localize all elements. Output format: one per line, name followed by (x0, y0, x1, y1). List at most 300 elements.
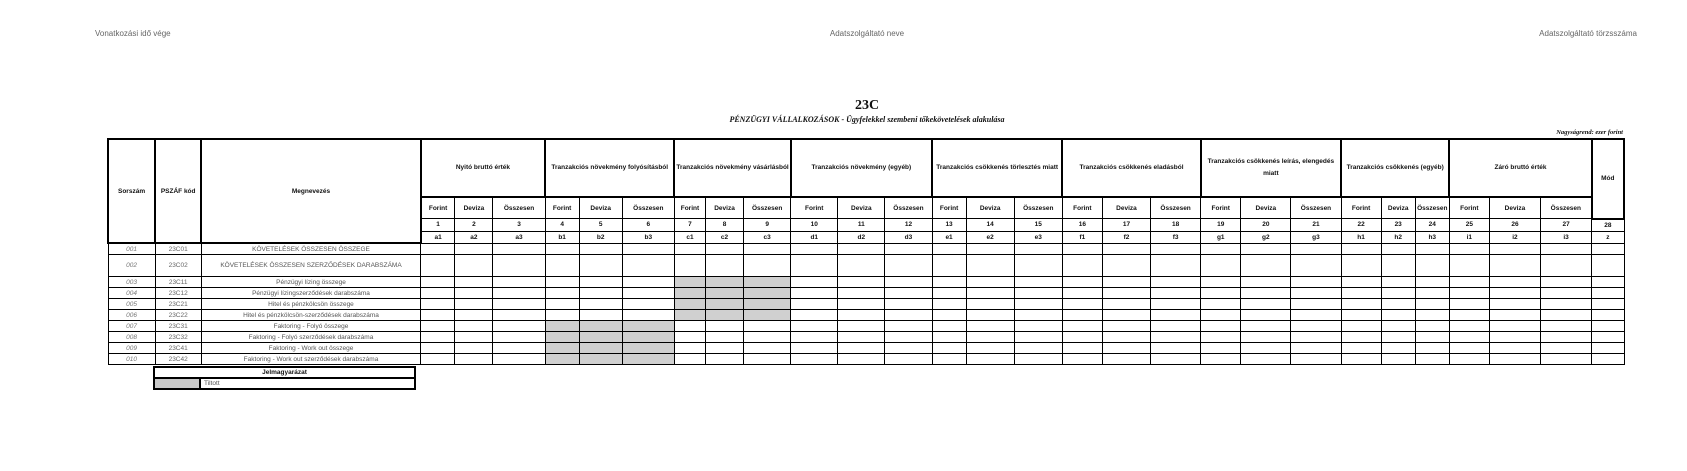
input-cell[interactable] (1592, 243, 1624, 255)
input-cell[interactable] (744, 243, 791, 255)
input-cell[interactable] (1241, 310, 1291, 321)
input-cell[interactable] (838, 343, 885, 354)
col-number: 18 (1151, 219, 1201, 232)
input-cell[interactable] (493, 299, 545, 310)
col-number: 22 (1341, 219, 1381, 232)
input-cell[interactable] (705, 321, 743, 332)
input-cell[interactable] (1449, 321, 1489, 332)
input-cell[interactable] (838, 288, 885, 299)
input-cell[interactable] (1449, 343, 1489, 354)
input-cell[interactable] (705, 243, 743, 255)
input-cell[interactable] (1415, 277, 1449, 288)
input-cell[interactable] (1062, 255, 1102, 277)
subcol-header: Deviza (579, 197, 622, 219)
input-cell[interactable] (1102, 343, 1150, 354)
input-cell[interactable] (932, 299, 966, 310)
input-cell[interactable] (493, 243, 545, 255)
col-code: h1 (1341, 231, 1381, 243)
input-cell[interactable] (545, 243, 579, 255)
input-cell[interactable] (1449, 354, 1489, 365)
input-cell[interactable] (966, 343, 1014, 354)
input-cell[interactable] (1592, 277, 1624, 288)
input-cell[interactable] (705, 255, 743, 277)
input-cell[interactable] (1102, 299, 1150, 310)
input-cell[interactable] (1151, 321, 1201, 332)
input-cell[interactable] (885, 277, 932, 288)
subcol-header: Deviza (1489, 197, 1540, 219)
input-cell[interactable] (1415, 255, 1449, 277)
input-cell[interactable] (1102, 255, 1150, 277)
input-cell[interactable] (966, 243, 1014, 255)
input-cell[interactable] (674, 354, 705, 365)
input-cell[interactable] (1341, 299, 1381, 310)
col-code: a1 (421, 231, 455, 243)
input-cell[interactable] (455, 321, 493, 332)
input-cell[interactable] (1014, 243, 1062, 255)
col-code: d2 (838, 231, 885, 243)
input-cell[interactable] (421, 288, 455, 299)
input-cell[interactable] (1014, 343, 1062, 354)
input-cell[interactable] (1592, 310, 1624, 321)
input-cell[interactable] (1014, 332, 1062, 343)
input-cell[interactable] (1062, 288, 1102, 299)
input-cell[interactable] (421, 299, 455, 310)
input-cell[interactable] (838, 255, 885, 277)
input-cell[interactable] (1415, 321, 1449, 332)
input-cell[interactable] (1489, 277, 1540, 288)
input-cell[interactable] (932, 321, 966, 332)
input-cell[interactable] (1449, 277, 1489, 288)
input-cell[interactable] (1201, 310, 1241, 321)
input-cell[interactable] (455, 288, 493, 299)
input-cell[interactable] (1291, 243, 1341, 255)
input-cell[interactable] (1201, 343, 1241, 354)
input-cell[interactable] (1201, 288, 1241, 299)
input-cell[interactable] (1541, 255, 1592, 277)
input-cell[interactable] (1489, 288, 1540, 299)
input-cell[interactable] (421, 243, 455, 255)
input-cell[interactable] (1014, 321, 1062, 332)
input-cell[interactable] (674, 343, 705, 354)
input-cell[interactable] (1381, 354, 1415, 365)
group-header: Tranzakciós csökkenés leírás, elengedés miatt (1201, 139, 1341, 197)
input-cell[interactable] (674, 255, 705, 277)
input-cell[interactable] (1241, 255, 1291, 277)
forbidden-cell (622, 332, 674, 343)
input-cell[interactable] (579, 299, 622, 310)
input-cell[interactable] (966, 354, 1014, 365)
input-cell[interactable] (744, 343, 791, 354)
input-cell[interactable] (1541, 288, 1592, 299)
input-cell[interactable] (1201, 321, 1241, 332)
input-cell[interactable] (622, 310, 674, 321)
form-code: 23C (854, 98, 880, 113)
input-cell[interactable] (1014, 310, 1062, 321)
input-cell[interactable] (1381, 321, 1415, 332)
input-cell[interactable] (1449, 255, 1489, 277)
input-cell[interactable] (455, 255, 493, 277)
input-cell[interactable] (421, 343, 455, 354)
col-number: 7 (674, 219, 705, 232)
input-cell[interactable] (622, 277, 674, 288)
input-cell[interactable] (1201, 277, 1241, 288)
input-cell[interactable] (1541, 321, 1592, 332)
input-cell[interactable] (966, 299, 1014, 310)
input-cell[interactable] (1449, 299, 1489, 310)
input-cell[interactable] (966, 277, 1014, 288)
input-cell[interactable] (1102, 277, 1150, 288)
input-cell[interactable] (1151, 310, 1201, 321)
input-cell[interactable] (932, 332, 966, 343)
input-cell[interactable] (1381, 343, 1415, 354)
input-cell[interactable] (421, 277, 455, 288)
input-cell[interactable] (1341, 255, 1381, 277)
input-cell[interactable] (1014, 299, 1062, 310)
input-cell[interactable] (1489, 332, 1540, 343)
input-cell[interactable] (1201, 255, 1241, 277)
input-cell[interactable] (1062, 321, 1102, 332)
input-cell[interactable] (791, 321, 838, 332)
forbidden-cell (545, 354, 579, 365)
input-cell[interactable] (1341, 277, 1381, 288)
input-cell[interactable] (744, 354, 791, 365)
table-row (108, 343, 1624, 354)
input-cell[interactable] (1415, 343, 1449, 354)
input-cell[interactable] (1151, 255, 1201, 277)
input-cell[interactable] (885, 321, 932, 332)
input-cell[interactable] (1449, 243, 1489, 255)
input-cell[interactable] (838, 243, 885, 255)
input-cell[interactable] (493, 255, 545, 277)
input-cell[interactable] (1341, 354, 1381, 365)
forbidden-cell (622, 343, 674, 354)
input-cell[interactable] (1592, 354, 1624, 365)
input-cell[interactable] (493, 321, 545, 332)
input-cell[interactable] (1541, 310, 1592, 321)
input-cell[interactable] (493, 277, 545, 288)
subcol-header: Deviza (838, 197, 885, 219)
input-cell[interactable] (1381, 255, 1415, 277)
input-cell[interactable] (1151, 299, 1201, 310)
input-cell[interactable] (966, 332, 1014, 343)
input-cell[interactable] (1489, 354, 1540, 365)
input-cell[interactable] (493, 310, 545, 321)
input-cell[interactable] (885, 332, 932, 343)
input-cell[interactable] (791, 310, 838, 321)
input-cell[interactable] (1489, 255, 1540, 277)
input-cell[interactable] (1415, 288, 1449, 299)
col-number: 2 (455, 219, 493, 232)
input-cell[interactable] (579, 288, 622, 299)
input-cell[interactable] (545, 255, 579, 277)
input-cell[interactable] (1592, 288, 1624, 299)
input-cell[interactable] (455, 310, 493, 321)
input-cell[interactable] (1062, 354, 1102, 365)
subcol-header: Összesen (1541, 197, 1592, 219)
input-cell[interactable] (1241, 354, 1291, 365)
col-number: 20 (1241, 219, 1291, 232)
input-cell[interactable] (1102, 321, 1150, 332)
input-cell[interactable] (1151, 277, 1201, 288)
input-cell[interactable] (455, 332, 493, 343)
input-cell[interactable] (1415, 332, 1449, 343)
forbidden-cell (705, 310, 743, 321)
input-cell[interactable] (1489, 310, 1540, 321)
input-cell[interactable] (579, 243, 622, 255)
input-cell[interactable] (1062, 277, 1102, 288)
input-cell[interactable] (1062, 310, 1102, 321)
input-cell[interactable] (1291, 343, 1341, 354)
input-cell[interactable] (705, 332, 743, 343)
input-cell[interactable] (1415, 354, 1449, 365)
row-label: Hitel és pénzkölcsön összege (201, 299, 421, 310)
input-cell[interactable] (1151, 288, 1201, 299)
col-code: f1 (1062, 231, 1102, 243)
input-cell[interactable] (1541, 243, 1592, 255)
input-cell[interactable] (1541, 332, 1592, 343)
input-cell[interactable] (1592, 321, 1624, 332)
input-cell[interactable] (885, 299, 932, 310)
input-cell[interactable] (966, 310, 1014, 321)
input-cell[interactable] (1291, 310, 1341, 321)
input-cell[interactable] (622, 243, 674, 255)
input-cell[interactable] (1449, 332, 1489, 343)
input-cell[interactable] (744, 321, 791, 332)
mod-header: Mód (1592, 139, 1624, 219)
input-cell[interactable] (1241, 288, 1291, 299)
input-cell[interactable] (932, 288, 966, 299)
input-cell[interactable] (1592, 299, 1624, 310)
input-cell[interactable] (622, 288, 674, 299)
input-cell[interactable] (744, 255, 791, 277)
input-cell[interactable] (421, 332, 455, 343)
input-cell[interactable] (791, 255, 838, 277)
input-cell[interactable] (674, 332, 705, 343)
sorszam-header: Sorszám (108, 139, 155, 243)
col-code: z (1592, 231, 1624, 243)
input-cell[interactable] (1381, 288, 1415, 299)
input-cell[interactable] (966, 288, 1014, 299)
input-cell[interactable] (1151, 332, 1201, 343)
input-cell[interactable] (545, 288, 579, 299)
input-cell[interactable] (838, 321, 885, 332)
row-number: 002 (108, 255, 155, 277)
input-cell[interactable] (1592, 343, 1624, 354)
input-cell[interactable] (838, 299, 885, 310)
input-cell[interactable] (1449, 288, 1489, 299)
input-cell[interactable] (1241, 277, 1291, 288)
input-cell[interactable] (966, 255, 1014, 277)
input-cell[interactable] (1241, 321, 1291, 332)
input-cell[interactable] (966, 321, 1014, 332)
input-cell[interactable] (421, 354, 455, 365)
input-cell[interactable] (1341, 288, 1381, 299)
col-number: 26 (1489, 219, 1540, 232)
input-cell[interactable] (1291, 255, 1341, 277)
input-cell[interactable] (1102, 354, 1150, 365)
input-cell[interactable] (932, 343, 966, 354)
input-cell[interactable] (838, 354, 885, 365)
input-cell[interactable] (838, 277, 885, 288)
forbidden-cell (579, 354, 622, 365)
input-cell[interactable] (1201, 299, 1241, 310)
input-cell[interactable] (1062, 332, 1102, 343)
input-cell[interactable] (1341, 332, 1381, 343)
input-cell[interactable] (1151, 243, 1201, 255)
input-cell[interactable] (1241, 332, 1291, 343)
input-cell[interactable] (1489, 343, 1540, 354)
col-number: 14 (966, 219, 1014, 232)
forbidden-cell (674, 288, 705, 299)
input-cell[interactable] (885, 343, 932, 354)
input-cell[interactable] (932, 310, 966, 321)
input-cell[interactable] (545, 299, 579, 310)
input-cell[interactable] (1592, 332, 1624, 343)
input-cell[interactable] (579, 255, 622, 277)
input-cell[interactable] (1102, 310, 1150, 321)
input-cell[interactable] (932, 243, 966, 255)
input-cell[interactable] (455, 243, 493, 255)
input-cell[interactable] (1341, 321, 1381, 332)
row-number: 004 (108, 288, 155, 299)
input-cell[interactable] (838, 332, 885, 343)
subcol-header: Forint (791, 197, 838, 219)
forbidden-cell (545, 343, 579, 354)
input-cell[interactable] (1341, 310, 1381, 321)
input-cell[interactable] (455, 343, 493, 354)
input-cell[interactable] (791, 288, 838, 299)
input-cell[interactable] (932, 277, 966, 288)
input-cell[interactable] (791, 332, 838, 343)
input-cell[interactable] (455, 299, 493, 310)
input-cell[interactable] (674, 243, 705, 255)
forbidden-cell (705, 288, 743, 299)
input-cell[interactable] (1489, 299, 1540, 310)
input-cell[interactable] (1541, 299, 1592, 310)
group-header: Tranzakciós csökkenés eladásból (1062, 139, 1200, 197)
input-cell[interactable] (493, 354, 545, 365)
input-cell[interactable] (1201, 354, 1241, 365)
input-cell[interactable] (545, 277, 579, 288)
input-cell[interactable] (1241, 343, 1291, 354)
input-cell[interactable] (1014, 277, 1062, 288)
input-cell[interactable] (1291, 332, 1341, 343)
input-cell[interactable] (885, 243, 932, 255)
input-cell[interactable] (1489, 243, 1540, 255)
input-cell[interactable] (1381, 332, 1415, 343)
input-cell[interactable] (1014, 255, 1062, 277)
input-cell[interactable] (1415, 299, 1449, 310)
input-cell[interactable] (791, 243, 838, 255)
input-cell[interactable] (1241, 243, 1291, 255)
input-cell[interactable] (1201, 332, 1241, 343)
input-cell[interactable] (1449, 310, 1489, 321)
input-cell[interactable] (1102, 288, 1150, 299)
input-cell[interactable] (545, 310, 579, 321)
input-cell[interactable] (705, 354, 743, 365)
col-number: 23 (1381, 219, 1415, 232)
input-cell[interactable] (622, 255, 674, 277)
input-cell[interactable] (885, 354, 932, 365)
input-cell[interactable] (791, 299, 838, 310)
input-cell[interactable] (1291, 299, 1341, 310)
input-cell[interactable] (1341, 243, 1381, 255)
input-cell[interactable] (1592, 255, 1624, 277)
input-cell[interactable] (1151, 343, 1201, 354)
input-cell[interactable] (932, 354, 966, 365)
input-cell[interactable] (885, 288, 932, 299)
input-cell[interactable] (1381, 310, 1415, 321)
input-cell[interactable] (421, 321, 455, 332)
input-cell[interactable] (1014, 354, 1062, 365)
input-cell[interactable] (1381, 299, 1415, 310)
input-cell[interactable] (1241, 299, 1291, 310)
input-cell[interactable] (1062, 343, 1102, 354)
input-cell[interactable] (1415, 310, 1449, 321)
input-cell[interactable] (1291, 288, 1341, 299)
input-cell[interactable] (493, 343, 545, 354)
input-cell[interactable] (791, 343, 838, 354)
input-cell[interactable] (791, 277, 838, 288)
input-cell[interactable] (744, 332, 791, 343)
input-cell[interactable] (885, 255, 932, 277)
input-cell[interactable] (1062, 243, 1102, 255)
input-cell[interactable] (493, 288, 545, 299)
input-cell[interactable] (1541, 277, 1592, 288)
input-cell[interactable] (1062, 299, 1102, 310)
input-cell[interactable] (1541, 354, 1592, 365)
input-cell[interactable] (1291, 277, 1341, 288)
input-cell[interactable] (1341, 343, 1381, 354)
forbidden-cell (674, 277, 705, 288)
input-cell[interactable] (421, 310, 455, 321)
input-cell[interactable] (1291, 354, 1341, 365)
input-cell[interactable] (1201, 243, 1241, 255)
row-number: 010 (108, 354, 155, 365)
input-cell[interactable] (493, 332, 545, 343)
input-cell[interactable] (1541, 343, 1592, 354)
row-label: Faktoring - Folyó szerződések darabszáma (201, 332, 421, 343)
input-cell[interactable] (579, 277, 622, 288)
input-cell[interactable] (885, 310, 932, 321)
input-cell[interactable] (1102, 243, 1150, 255)
input-cell[interactable] (1291, 321, 1341, 332)
subcol-header: Összesen (622, 197, 674, 219)
input-cell[interactable] (455, 354, 493, 365)
input-cell[interactable] (455, 277, 493, 288)
input-cell[interactable] (622, 299, 674, 310)
input-cell[interactable] (705, 343, 743, 354)
input-cell[interactable] (1014, 288, 1062, 299)
input-cell[interactable] (1381, 243, 1415, 255)
input-cell[interactable] (1151, 354, 1201, 365)
input-cell[interactable] (1381, 277, 1415, 288)
legend-forbidden-label: Tiltott (200, 378, 415, 389)
col-code: c1 (674, 231, 705, 243)
input-cell[interactable] (1102, 332, 1150, 343)
col-code: i3 (1541, 231, 1592, 243)
input-cell[interactable] (838, 310, 885, 321)
input-cell[interactable] (579, 310, 622, 321)
input-cell[interactable] (1489, 321, 1540, 332)
input-cell[interactable] (674, 321, 705, 332)
input-cell[interactable] (791, 354, 838, 365)
subcol-header: Forint (674, 197, 705, 219)
row-code: 23C31 (155, 321, 201, 332)
input-cell[interactable] (932, 255, 966, 277)
input-cell[interactable] (421, 255, 455, 277)
input-cell[interactable] (1415, 243, 1449, 255)
